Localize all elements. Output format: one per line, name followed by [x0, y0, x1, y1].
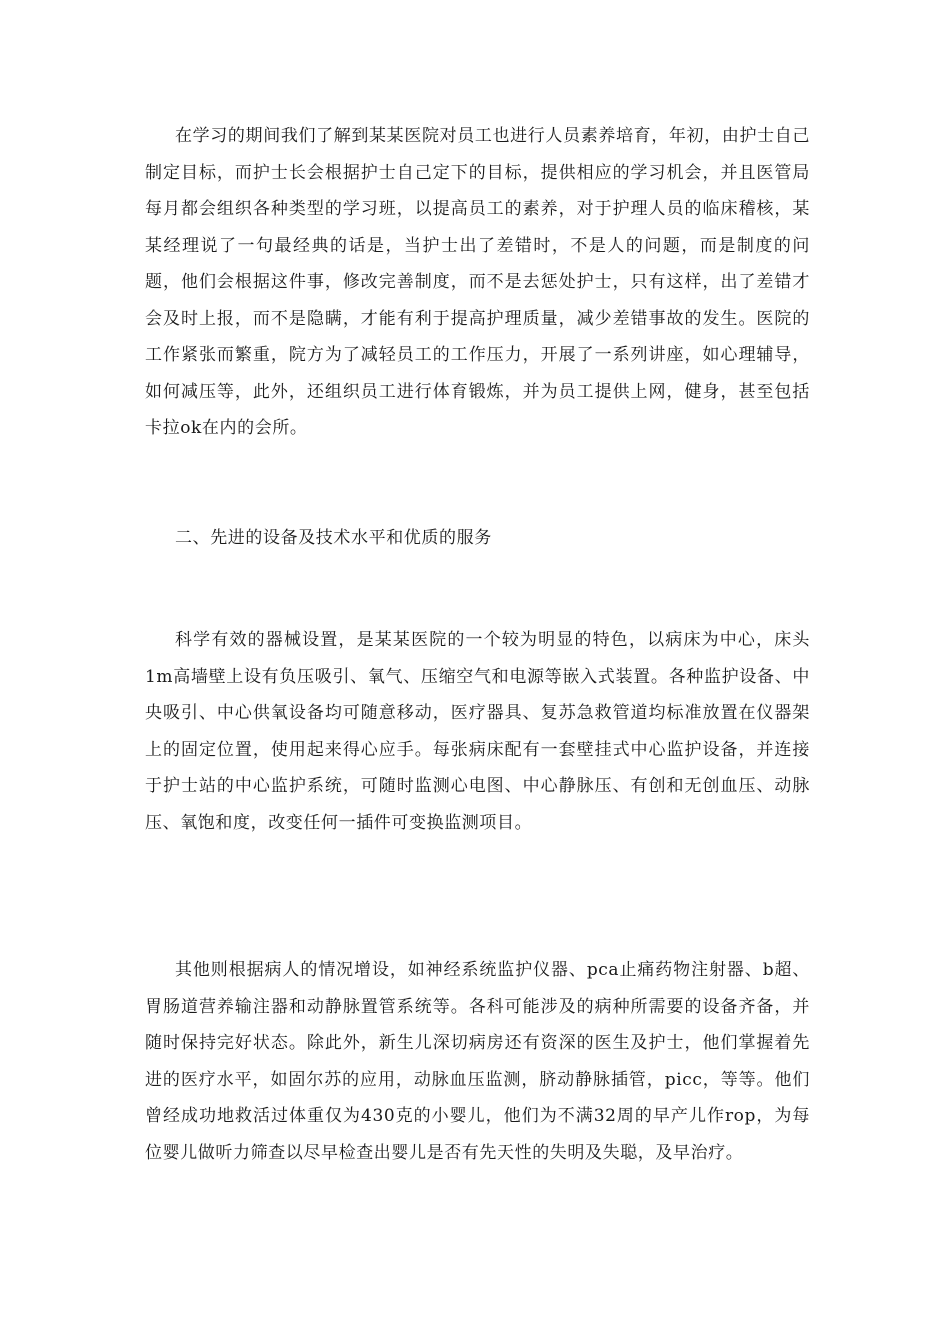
- paragraph-equipment-setup: 科学有效的器械设置，是某某医院的一个较为明显的特色，以病床为中心，床头1m高墙壁上设有负压吸引、氧气、压缩空气和电源等嵌入式装置。各种监护设备、中央吸引、中心供氧设备均可随意移动，医疗器具、复苏急救管道均标准放置在仪器架上的固定位置，使用起来得心应手。每张病床配有一套壁挂式中心监护设备，并连接于护士站的中心监护系统，可随时监测心电图、中心静脉压、有创和无创血压、动脉压、氧饱和度，改变任何一插件可变换监测项目。: [145, 630, 810, 833]
- paragraph-staff-training: 在学习的期间我们了解到某某医院对员工也进行人员素养培育，年初，由护士自己制定目标，而护士长会根据护士自己定下的目标，提供相应的学习机会，并且医管局每月都会组织各种类型的学习班，以提高员工的素养，对于护理人员的临床稽核，某某经理说了一句最经典的话是，当护士出了差错时，不是人的问题，而是制度的问题，他们会根据这件事，修改完善制度，而不是去惩处护士，只有这样，出了差错才会及时上报，而不是隐瞒，才能有利于提高护理质量，减少差错事故的发生。医院的工作紧张而繁重，院方为了减轻员工的工作压力，开展了一系列讲座，如心理辅导，如何减压等，此外，还组织员工进行体育锻炼，并为员工提供上网，健身，甚至包括卡拉ok在内的会所。: [145, 126, 810, 438]
- paragraph-additional-equipment: 其他则根据病人的情况增设，如神经系统监护仪器、pca止痛药物注射器、b超、胃肠道营养输注器和动静脉置管系统等。各科可能涉及的病种所需要的设备齐备，并随时保持完好状态。除此外，新生儿深切病房还有资深的医生及护士，他们掌握着先进的医疗水平，如固尔苏的应用，动脉血压监测，脐动静脉插管，picc，等等。他们曾经成功地救活过体重仅为430克的小婴儿，他们为不满32周的早产儿作rop，为每位婴儿做听力筛查以尽早检查出婴儿是否有先天性的失明及失聪，及早治疗。: [145, 960, 810, 1163]
- section-heading-equipment: 二、先进的设备及技术水平和优质的服务: [175, 528, 492, 548]
